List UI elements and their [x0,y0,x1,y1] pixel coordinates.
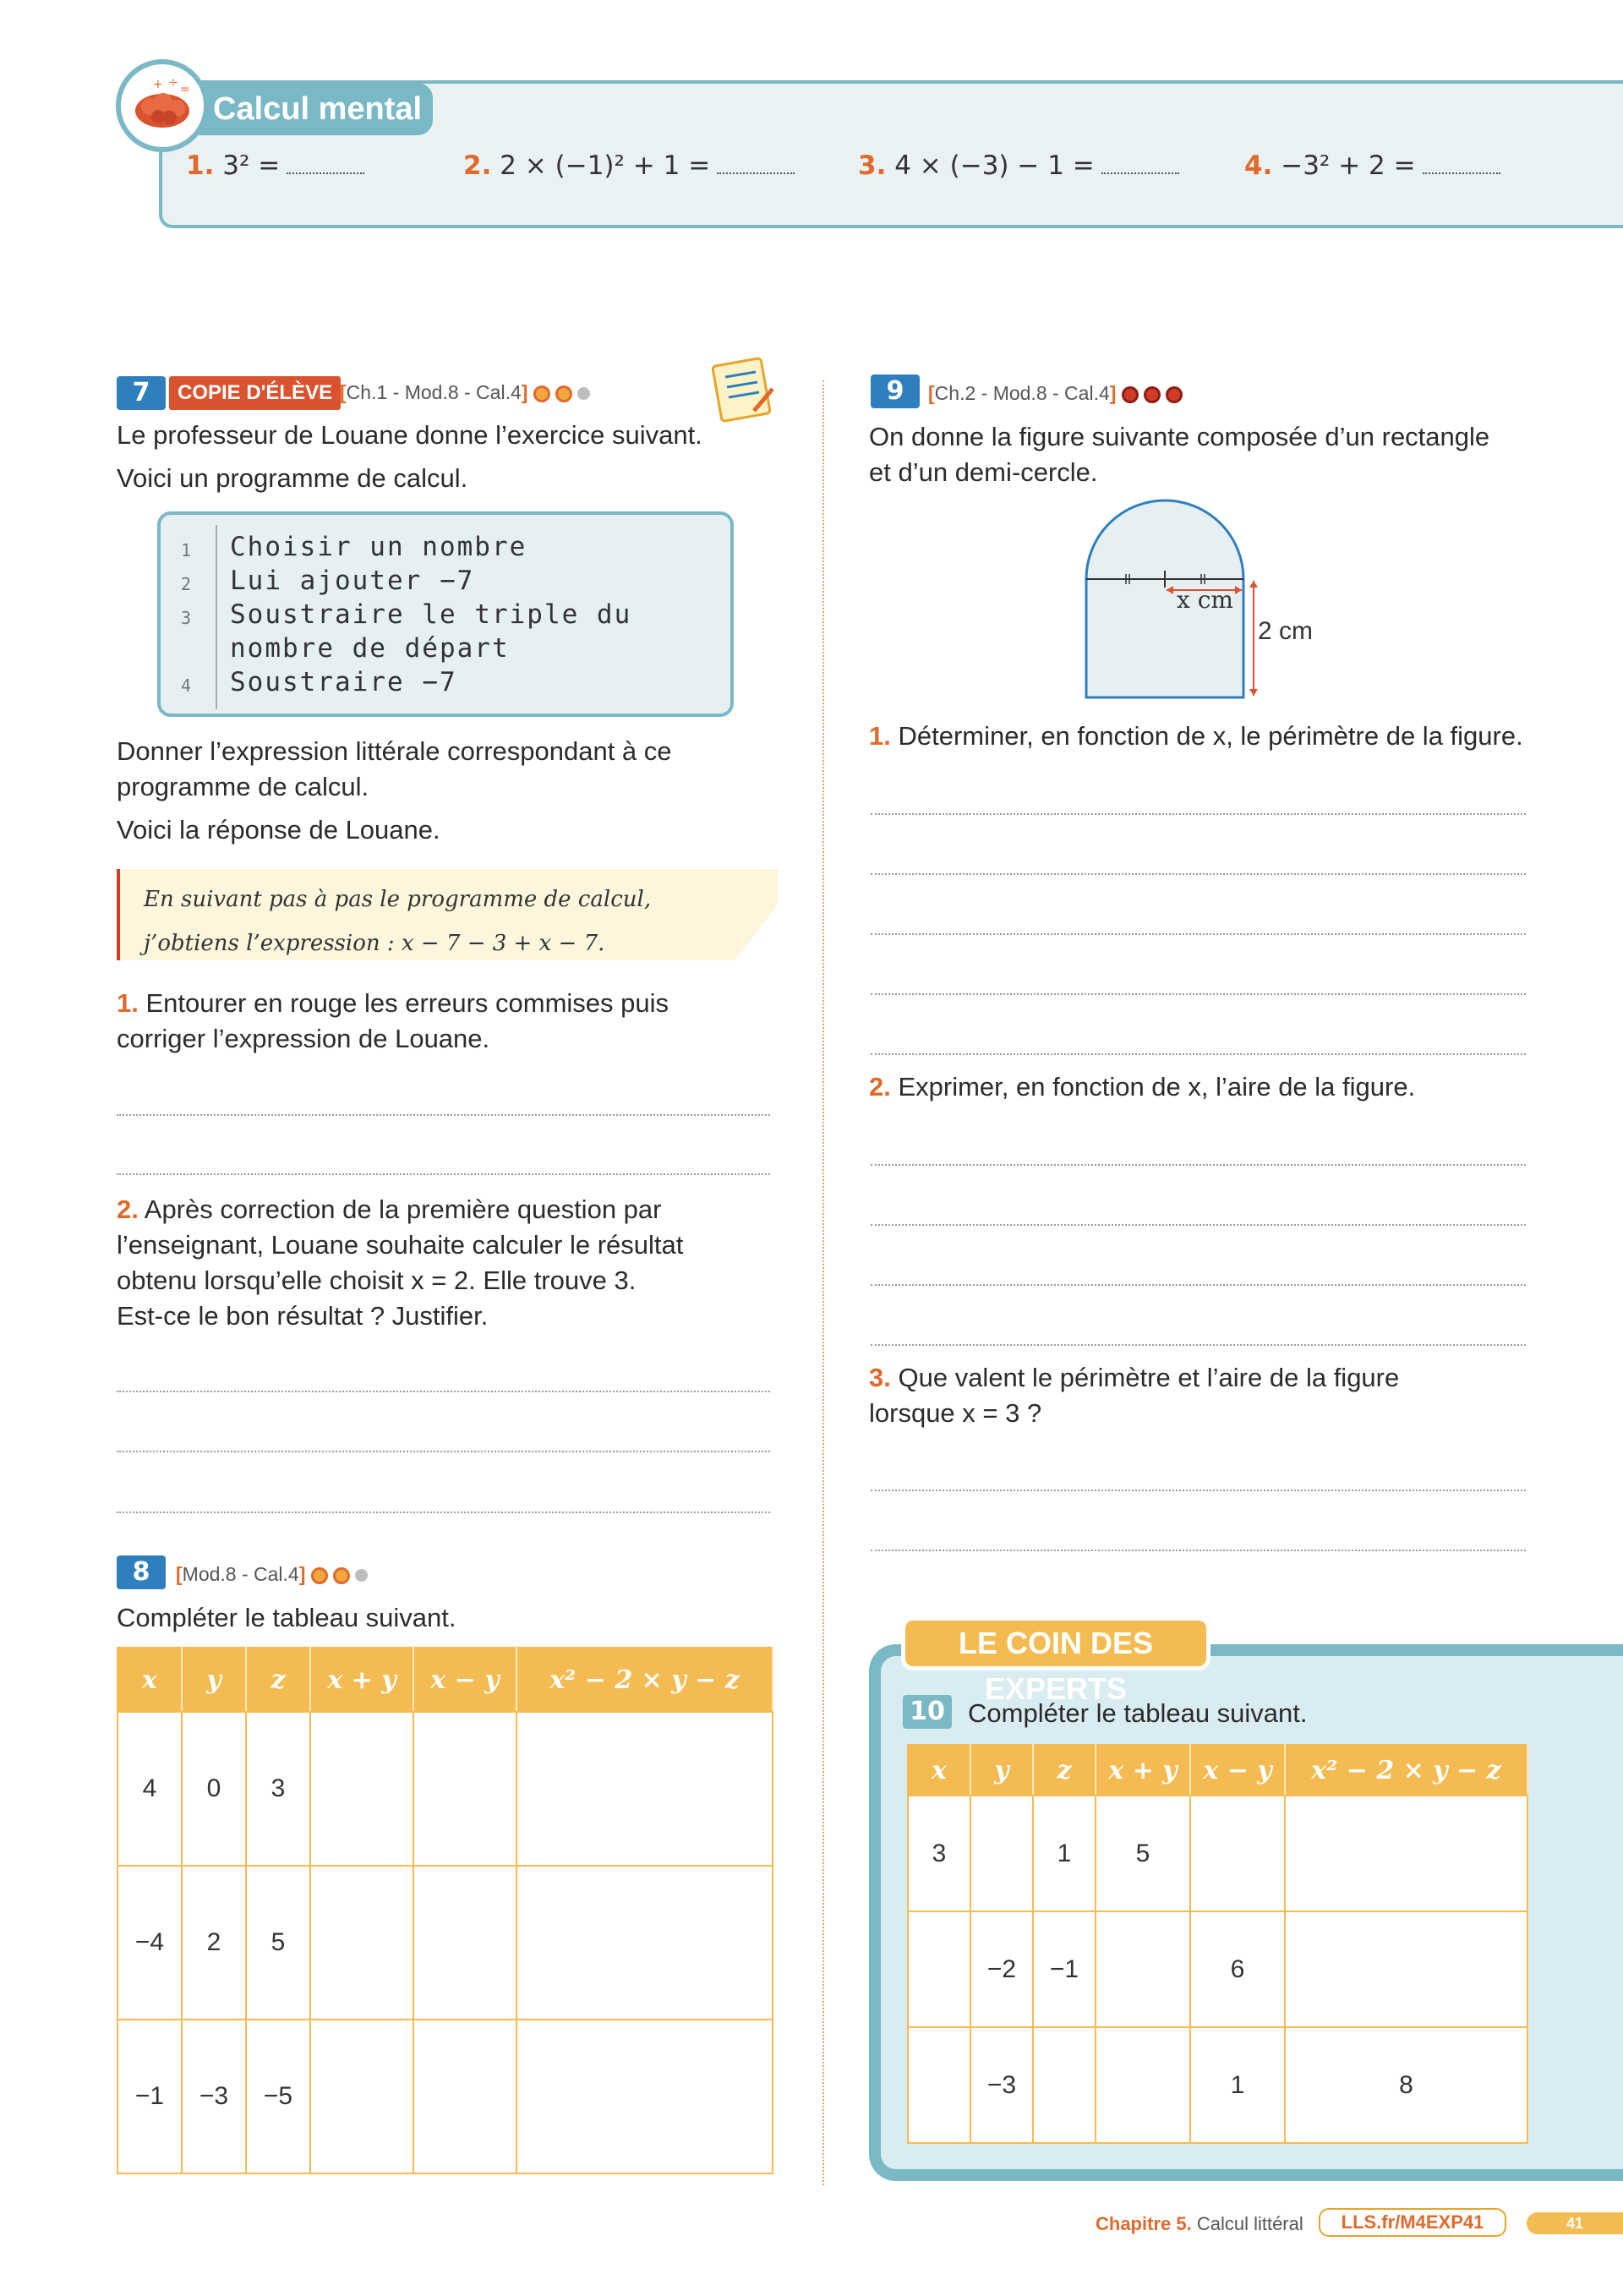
ex7-task-line2: programme de calcul. [117,772,369,801]
difficulty-dot-icon [577,387,590,400]
difficulty-dot-icon [333,1567,350,1584]
copie-eleve-badge: COPIE D'ÉLÈVE [169,376,341,410]
table-cell-blank[interactable] [1190,1796,1285,1911]
header-cell: x + y [1096,1745,1190,1796]
table-cell: 4 [117,1712,182,1866]
item-expression: 3² = [222,150,281,181]
question-text: Entourer en rouge les erreurs commises puis [145,988,669,1018]
question-text: Que valent le périmètre et l’aire de la figure [898,1363,1400,1392]
difficulty-dot-icon [1122,386,1139,403]
table-cell-blank[interactable] [1096,1911,1190,2027]
table-header-row [117,1648,773,1712]
difficulty-dot-icon [355,1569,368,1582]
table-cell: −1 [117,2020,182,2173]
answer-line[interactable] [117,1451,770,1452]
table-row [117,1866,773,2020]
note-line1: En suivant pas à pas le programme de calcul, [144,887,652,912]
answer-line[interactable] [117,1391,770,1392]
table-cell-blank[interactable] [516,1712,773,1866]
answer-line[interactable] [871,1284,1526,1286]
answer-line[interactable] [871,1164,1526,1166]
question-number: 3. [869,1363,891,1392]
ex10-intro: Compléter le tableau suivant. [968,1698,1308,1728]
header-cell: x [117,1648,182,1712]
difficulty-dot-icon [1166,386,1183,403]
page-number: 41 [1527,2212,1623,2234]
table-row [117,2020,773,2173]
answer-line[interactable] [871,1490,1526,1491]
experts-title: LE COIN DES EXPERTS [901,1616,1210,1670]
item-number: 1. [186,150,215,181]
header-cell: x − y [1190,1745,1285,1796]
table-cell-blank[interactable] [1096,2027,1190,2143]
table-cell-blank[interactable] [516,1866,773,2020]
item-number: 4. [1244,150,1273,181]
header-cell: x² − 2 × y − z [516,1648,773,1712]
program-line: Soustraire −7 [230,667,457,697]
table-cell: 1 [1190,2027,1285,2143]
ex7-q1-line1 [117,986,669,1021]
calcul-mental-item-3 [858,150,1179,181]
exercise-reference: [Ch.2 - Mod.8 - Cal.4] [928,382,1188,405]
ex7-q2-line2: l’enseignant, Louane souhaite calculer le résultat [117,1230,684,1260]
table-cell: −3 [970,2027,1033,2143]
ex7-q2-line1 [117,1192,661,1227]
reference-text: Ch.2 - Mod.8 - Cal.4 [934,382,1110,404]
ex7-q2-line3: obtenu lorsqu’elle choisit x = 2. Elle trouve 3. [117,1266,637,1295]
table-row [117,1712,773,1866]
table-cell-blank[interactable] [310,2020,413,2173]
ex9-q3-line1 [869,1360,1399,1396]
table-cell: 3 [908,1796,970,1911]
chapter-number: Chapitre 5. [1096,2213,1192,2234]
answer-line[interactable] [871,1053,1526,1055]
exercise-number: 8 [117,1555,166,1589]
footer-chapter [1096,2213,1303,2235]
table-cell-blank[interactable] [413,1866,516,2020]
header-cell: y [182,1648,246,1712]
program-box [157,511,734,717]
ex7-task-line1: Donner l’expression littérale correspondant à ce [117,736,672,766]
program-separator [216,525,217,709]
line-number: 3 [181,608,192,628]
exercise-number: 10 [903,1695,952,1729]
table-cell: 5 [1096,1796,1190,1911]
table-cell: −4 [117,1866,182,2020]
answer-line[interactable] [117,1114,770,1116]
answer-blank[interactable] [287,154,364,174]
item-number: 3. [858,150,887,181]
header-cell: z [1033,1745,1096,1796]
answer-blank[interactable] [717,154,795,174]
ex8-intro: Compléter le tableau suivant. [117,1603,456,1632]
ex9-intro-line2: et d’un demi-cercle. [869,457,1098,487]
program-line: Lui ajouter −7 [230,566,475,596]
ex9-q1 [869,719,1523,754]
calcul-mental-item-2 [463,150,795,181]
header-cell: x + y [310,1648,413,1712]
ex9-intro-line1: On donne la figure suivante composée d’un rectangle [869,422,1490,451]
figure-label-x: x cm [1177,586,1233,614]
table-cell-blank[interactable] [413,2020,516,2173]
question-number: 2. [869,1072,891,1102]
svg-text:=: = [180,83,190,96]
exercise-reference: [Mod.8 - Cal.4] [176,1563,373,1586]
exercise-reference: [Ch.1 - Mod.8 - Cal.4] [340,381,595,404]
svg-text:÷: ÷ [168,76,178,90]
program-line: Choisir un nombre [230,532,527,562]
table-cell-blank[interactable] [516,2020,773,2173]
answer-blank[interactable] [1101,154,1179,174]
answer-line[interactable] [117,1512,770,1513]
table-cell-blank[interactable] [908,1911,970,2027]
answer-line[interactable] [871,1224,1526,1226]
table-cell-blank[interactable] [1285,1911,1527,2027]
table-row [908,1796,1527,1911]
table-cell: 8 [1285,2027,1527,2143]
line-number: 2 [181,574,192,594]
table-cell: 1 [1033,1796,1096,1911]
question-number: 1. [869,721,891,751]
table-cell: 5 [246,1866,310,2020]
answer-line[interactable] [871,873,1526,875]
table-cell: 2 [182,1866,246,2020]
item-expression: 4 × (−3) − 1 = [894,150,1095,181]
line-number: 1 [181,540,192,560]
question-number: 1. [117,988,139,1018]
ex8-table [117,1647,773,2174]
difficulty-dot-icon [533,385,550,402]
header-cell: y [970,1745,1033,1796]
difficulty-dot-icon [311,1567,328,1584]
question-text: Déterminer, en fonction de x, le périmètre de la figure. [898,721,1523,751]
ex9-q3-line2: lorsque x = 3 ? [869,1398,1042,1428]
reference-text: Mod.8 - Cal.4 [182,1563,299,1585]
calcul-mental-item-1 [186,150,364,181]
item-expression: 2 × (−1)² + 1 = [500,150,711,181]
answer-line[interactable] [117,1173,770,1175]
table-row [908,1911,1527,2027]
reference-text: Ch.1 - Mod.8 - Cal.4 [346,381,522,403]
answer-line[interactable] [871,933,1526,935]
answer-line[interactable] [871,813,1526,815]
table-cell-blank[interactable] [1285,1796,1527,1911]
footer-link[interactable]: LLS.fr/M4EXP41 [1319,2208,1506,2237]
item-expression: −3² + 2 = [1281,150,1416,181]
table-cell: −2 [970,1911,1033,2027]
svg-text:+: + [153,78,163,91]
table-cell-blank[interactable] [310,1866,413,2020]
difficulty-dot-icon [555,385,572,402]
column-divider [822,380,824,2185]
table-cell: 3 [246,1712,310,1866]
table-cell: −3 [182,2020,246,2173]
header-cell: x² − 2 × y − z [1285,1745,1527,1796]
ex7-q2-line4: Est-ce le bon résultat ? Justifier. [117,1301,489,1331]
ex9-q2 [869,1069,1415,1105]
answer-line[interactable] [871,993,1526,995]
answer-line[interactable] [871,1344,1526,1346]
program-line: Soustraire le triple du [230,599,632,630]
chapter-title: Calcul littéral [1196,2213,1303,2234]
calcul-mental-item-4 [1244,150,1500,181]
ex7-answer-intro: Voici la réponse de Louane. [117,815,440,845]
question-number: 2. [117,1194,139,1224]
table-cell: 0 [182,1712,246,1866]
notepad-icon [712,355,778,428]
calcul-mental-title: Calcul mental [188,83,433,135]
header-cell: x [908,1745,970,1796]
ex7-intro-line1: Le professeur de Louane donne l’exercice suivant. [117,420,702,450]
program-line: nombre de départ [230,633,510,664]
table-cell-blank[interactable] [1033,2027,1096,2143]
table-cell-blank[interactable] [908,2027,970,2143]
table-cell-blank[interactable] [413,1712,516,1866]
note-fold [735,905,778,960]
student-answer-note [117,869,778,960]
table-header-row [908,1745,1527,1796]
table-cell-blank[interactable] [310,1712,413,1866]
item-number: 2. [463,150,492,181]
line-number: 4 [181,675,192,696]
exercise-number: 7 [117,376,166,410]
table-cell: 6 [1190,1911,1285,2027]
table-cell: −1 [1033,1911,1096,2027]
exercise-number: 9 [871,374,920,408]
ex7-intro-line2: Voici un programme de calcul. [117,463,468,493]
question-text: Exprimer, en fonction de x, l’aire de la figure. [898,1072,1416,1102]
table-cell: −5 [246,2020,310,2173]
answer-line[interactable] [871,1550,1526,1551]
table-cell-blank[interactable] [970,1796,1033,1911]
table-row [908,2027,1527,2143]
answer-blank[interactable] [1423,154,1500,174]
ex7-q1-line2: corriger l’expression de Louane. [117,1024,490,1053]
question-text: Après correction de la première question par [144,1194,662,1224]
ex10-table [907,1744,1528,2144]
brain-icon [116,59,209,152]
header-cell: x − y [413,1648,516,1712]
note-line2: j’obtiens l’expression : x − 7 − 3 + x − 7. [144,931,605,956]
difficulty-dot-icon [1144,386,1161,403]
figure-label-height: 2 cm [1258,617,1314,645]
header-cell: z [246,1648,310,1712]
